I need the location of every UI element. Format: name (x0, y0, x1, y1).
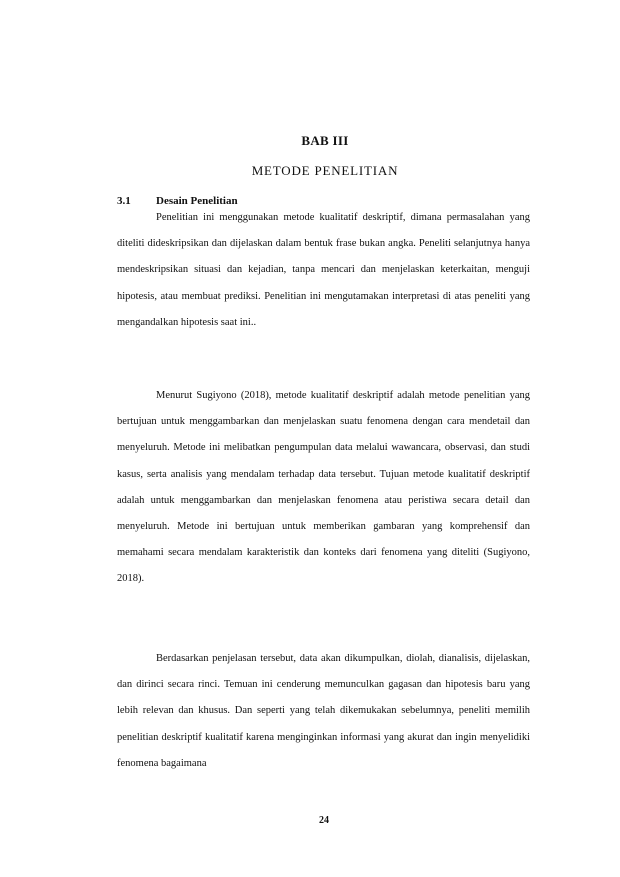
chapter-number: BAB III (301, 133, 349, 148)
page-number: 24 (319, 815, 329, 826)
chapter-title: METODE PENELITIAN (251, 163, 399, 178)
paragraph: Berdasarkan penjelasan tersebut, data akan dikumpulkan, diolah, dianalisis, dijelaskan, dan dirinci secara rinci. Temuan ini cenderung memunculkan gagasan dan hipotesis baru yang lebih relevan dan khusus. Dan seperti yang telah dikemukakan sebelumnya, peneliti memilih penelitian deskriptif kualitatif karena menginginkan informasi yang akurat dan ingin menyelidiki fenomena bagaimana (117, 653, 530, 769)
paragraph: Menurut Sugiyono (2018), metode kualitatif deskriptif adalah metode penelitian yang bertujuan untuk menggambarkan dan menjelaskan suatu fenomena dengan cara mendetail dan menyeluruh. Metode ini melibatkan pengumpulan data melalui wawancara, observasi, dan studi kasus, serta analisis yang mendalam terhadap data tersebut. Tujuan metode kualitatif deskriptif adalah untuk menggambarkan dan menjelaskan fenomena atau peristiwa secara detail dan menyeluruh. Metode ini bertujuan untuk memberikan gambaran yang komprehensif dan memahami secara mendalam karakteristik dan konteks dari fenomena yang diteliti (Sugiyono, 2018). (117, 390, 530, 585)
paragraph: Penelitian ini menggunakan metode kualitatif deskriptif, dimana permasalahan yang diteliti dideskripsikan dan dijelaskan dalam bentuk frase bukan angka. Peneliti selanjutnya hanya mendeskripsikan situasi dan kejadian, tanpa mencari dan menjelaskan keterkaitan, menguji hipotesis, atau membuat prediksi. Penelitian ini mengutamakan interpretasi di atas peneliti yang mengandalkan hipotesis saat ini.. (117, 212, 530, 328)
section-number: 3.1 (117, 195, 131, 207)
section-title: Desain Penelitian (156, 195, 238, 207)
paragraph-block-1 (117, 205, 530, 336)
paragraph-block-2 (117, 383, 530, 593)
paragraph-block-3 (117, 646, 530, 777)
